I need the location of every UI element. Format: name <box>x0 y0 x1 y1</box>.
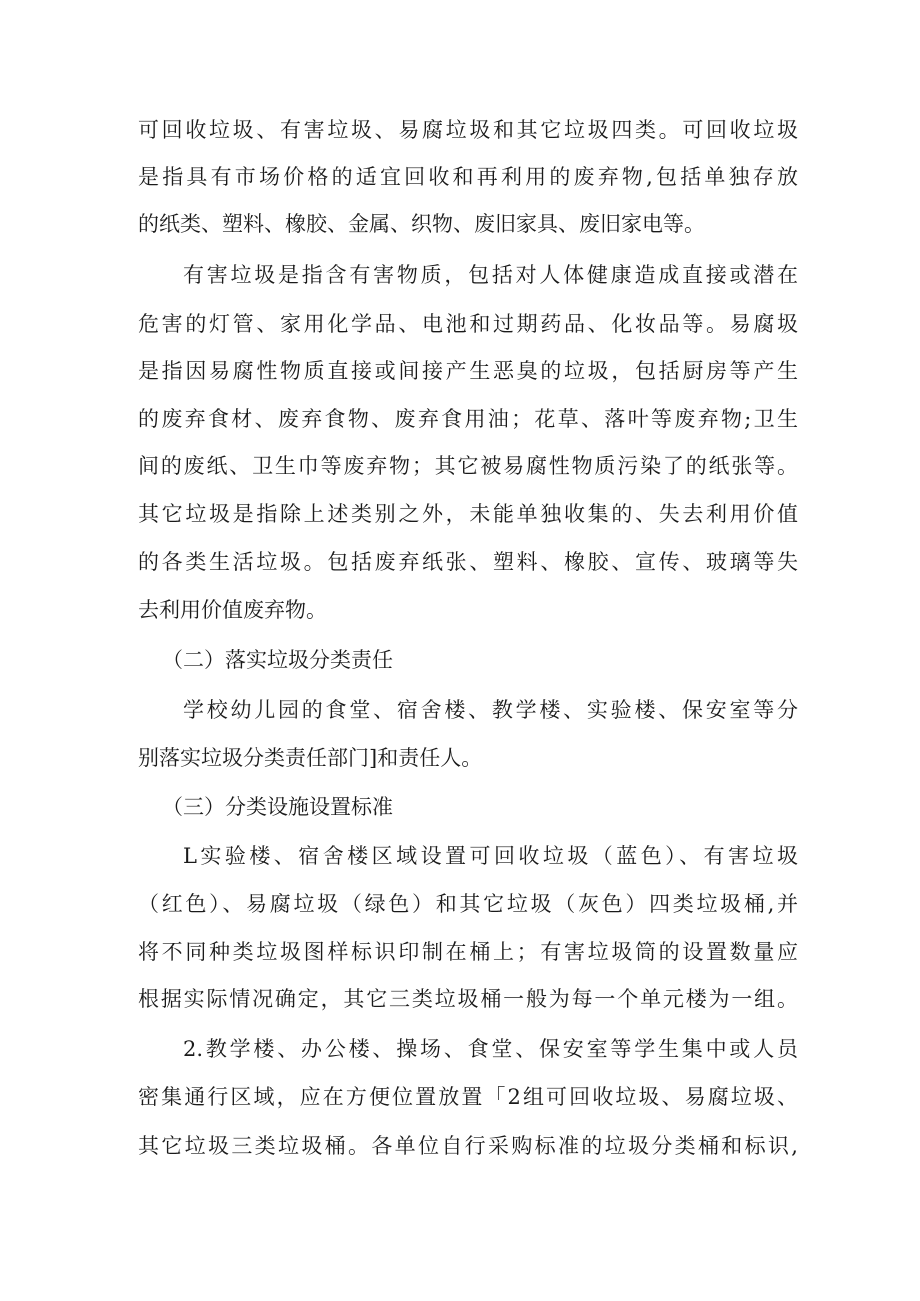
text-line: 将不同种类垃圾图样标识印制在桶上；有害垃圾筒的设置数量应 <box>138 940 798 964</box>
text-line: 其它垃圾是指除上述类别之外，未能单独收集的、失去利用价值 <box>138 502 798 526</box>
text-line: 别落实垃圾分类责任部门]和责任人。 <box>138 746 483 770</box>
text-line: 密集通行区域，应在方便位置放置「2组可回收垃圾、易腐垃圾、 <box>138 1085 798 1109</box>
text-line: （红色）、易腐垃圾（绿色）和其它垃圾（灰色）四类垃圾桶,并 <box>138 892 798 916</box>
text-line: 的废弃食材、废弃食物、废弃食用油；花草、落叶等废弃物;卫生 <box>138 407 798 431</box>
text-line: 去利用价值废弃物。 <box>138 598 327 622</box>
text-line: 其它垃圾三类垃圾桶。各单位自行采购标准的垃圾分类桶和标识, <box>138 1134 798 1158</box>
text-line: 学校幼儿园的食堂、宿舍楼、教学楼、实验楼、保安室等分 <box>183 698 798 722</box>
section-heading: （二）落实垃圾分类责任 <box>162 648 393 672</box>
text-line: 是指因易腐性物质直接或间接产生恶臭的垃圾，包括厨房等产生 <box>138 359 798 383</box>
text-line: 有害垃圾是指含有害物质，包括对人体健康造成直接或潜在 <box>183 263 798 287</box>
text-line: 间的废纸、卫生巾等废弃物；其它被易腐性物质污染了的纸张等。 <box>138 454 798 478</box>
text-line: 危害的灯管、家用化学品、电池和过期药品、化妆品等。易腐圾 <box>138 312 798 336</box>
text-line: L实验楼、宿舍楼区域设置可回收垃圾（蓝色）、有害垃圾 <box>183 844 798 868</box>
text-line: 根据实际情况确定，其它三类垃圾桶一般为每一个单元楼为一组。 <box>138 987 798 1011</box>
text-line: 的纸类、塑料、橡胶、金属、织物、废旧家具、废旧家电等。 <box>138 212 705 236</box>
section-heading: （三）分类设施设置标准 <box>162 795 393 819</box>
text-line: 可回收垃圾、有害垃圾、易腐垃圾和其它垃圾四类。可回收垃圾 <box>138 118 798 142</box>
text-line: 的各类生活垃圾。包括废弃纸张、塑料、橡胶、宣传、玻璃等失 <box>138 550 798 574</box>
text-line: 2.教学楼、办公楼、操场、食堂、保安室等学生集中或人员 <box>183 1037 798 1061</box>
text-line: 是指具有市场价格的适宜回收和再利用的废弃物,包括单独存放 <box>138 165 798 189</box>
